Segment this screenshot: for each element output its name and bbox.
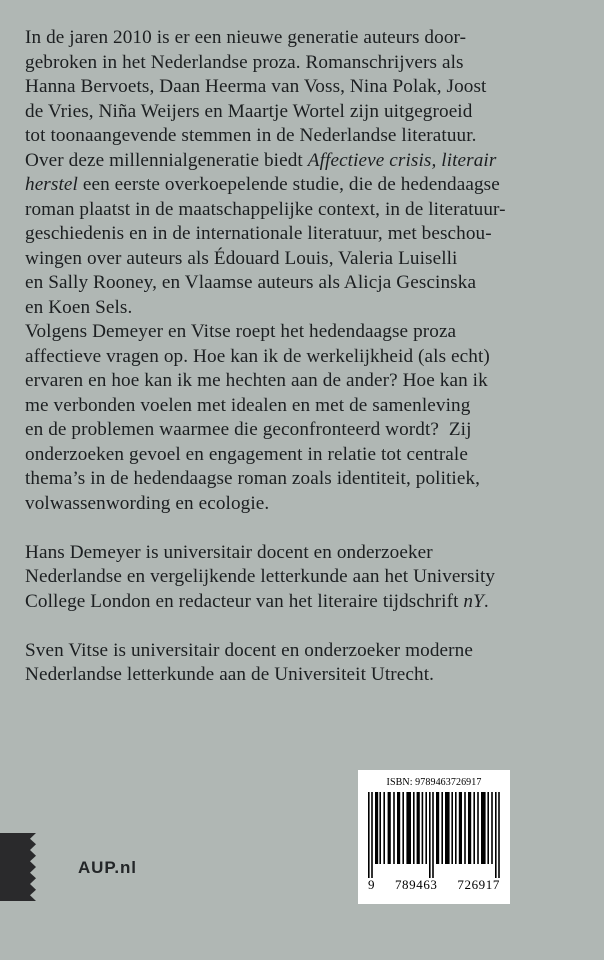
- blurb-text: Nederlandse en vergelijkende letterkunde aan het University: [25, 566, 496, 587]
- blurb-line: [25, 51, 525, 76]
- blurb-text: Over deze millennialgeneratie biedt: [25, 149, 308, 171]
- blurb-line: [25, 590, 525, 615]
- blurb-line: [25, 296, 525, 321]
- blurb-paragraph: [25, 320, 525, 516]
- blurb-line: [25, 271, 525, 296]
- barcode-digits: [366, 877, 502, 893]
- blurb-line: [25, 369, 525, 394]
- blurb-line: [25, 320, 525, 345]
- blurb-text: me verbonden voelen met idealen en met de samenleving: [25, 394, 471, 416]
- blurb-text: en de problemen waarmee die geconfronteerd wordt? Zij: [25, 419, 472, 440]
- barcode-digit-group-2: 789463: [394, 877, 438, 892]
- blurb-text: College London en redacteur van het literaire tijdschrift: [25, 590, 464, 612]
- blurb-text: volwassenwording en ecologie.: [25, 492, 270, 514]
- blurb-line: [25, 565, 525, 590]
- barcode-digit-group-1: 9: [368, 877, 376, 892]
- barcode-bars: [366, 792, 502, 878]
- blurb-text: thema’s in de hedendaagse roman zoals identiteit, politiek,: [25, 468, 481, 489]
- blurb-text: tot toonaangevende stemmen in de Nederlandse literatuur.: [25, 125, 477, 146]
- blurb-text: Hans Demeyer is universitair docent en onderzoeker: [25, 541, 433, 563]
- blurb-title-italic: herstel: [25, 174, 78, 195]
- blurb-text: een eerste overkoepelende studie, die de hedendaagse: [77, 174, 500, 195]
- blurb-title-italic: Affectieve crisis, literair: [307, 149, 497, 171]
- blurb-line: [25, 222, 525, 247]
- blurb-line: [25, 639, 525, 664]
- blurb-line: [25, 26, 525, 51]
- blurb-text: de Vries, Niña Weijers en Maartje Wortel zijn uitgegroeid: [25, 100, 473, 122]
- blurb-line: [25, 467, 525, 492]
- blurb-text: Volgens Demeyer en Vitse roept het hedendaagse proza: [25, 321, 457, 342]
- blurb-text: en Koen Sels.: [25, 296, 133, 318]
- blurb-line: [25, 394, 525, 419]
- publisher-wordmark: AUP.nl: [78, 858, 137, 877]
- isbn-barcode: [358, 770, 510, 904]
- aup-logo-icon: [0, 833, 44, 901]
- blurb-text: onderzoeken gevoel en engagement in relatie tot centrale: [25, 443, 468, 465]
- blurb-line: [25, 418, 525, 443]
- blurb-text: gebroken in het Nederlandse proza. Romanschrijvers als: [25, 51, 464, 73]
- blurb-line: [25, 345, 525, 370]
- blurb-text: In de jaren 2010 is er een nieuwe generatie auteurs door-: [25, 27, 467, 48]
- blurb-text: Sven Vitse is universitair docent en onderzoeker moderne: [25, 639, 473, 661]
- blurb-text: Nederlandse letterkunde aan de Universiteit Utrecht.: [25, 664, 435, 685]
- back-cover-blurb: [25, 26, 525, 688]
- blurb-text: geschiedenis en in de internationale literatuur, met beschou-: [25, 223, 492, 244]
- blurb-line: [25, 247, 525, 272]
- blurb-paragraph: [25, 26, 525, 320]
- blurb-text: en Sally Rooney, en Vlaamse auteurs als Alicja Gescinska: [25, 272, 477, 293]
- blurb-text: .: [483, 590, 489, 612]
- blurb-text: Hanna Bervoets, Daan Heerma van Voss, Nina Polak, Joost: [25, 76, 487, 97]
- blurb-line: [25, 443, 525, 468]
- blurb-line: [25, 541, 525, 566]
- blurb-line: [25, 663, 525, 688]
- blurb-line: [25, 124, 525, 149]
- blurb-line: [25, 75, 525, 100]
- blurb-line: [25, 149, 525, 174]
- barcode-digit-group-3: 726917: [457, 877, 500, 892]
- blurb-line: [25, 173, 525, 198]
- blurb-paragraph: [25, 541, 525, 615]
- blurb-text: affectieve vragen op. Hoe kan ik de werkelijkheid (als echt): [25, 345, 490, 367]
- blurb-text: wingen over auteurs als Édouard Louis, Valeria Luiselli: [25, 247, 458, 269]
- blurb-text: roman plaatst in de maatschappelijke context, in de literatuur-: [25, 198, 506, 220]
- isbn-label: ISBN: 9789463726917: [386, 777, 482, 788]
- blurb-line: [25, 100, 525, 125]
- blurb-text: ervaren en hoe kan ik me hechten aan de ander? Hoe kan ik: [25, 370, 488, 391]
- blurb-paragraph: [25, 639, 525, 688]
- blurb-line: [25, 198, 525, 223]
- blurb-line: [25, 492, 525, 517]
- blurb-title-italic: nY: [463, 590, 484, 612]
